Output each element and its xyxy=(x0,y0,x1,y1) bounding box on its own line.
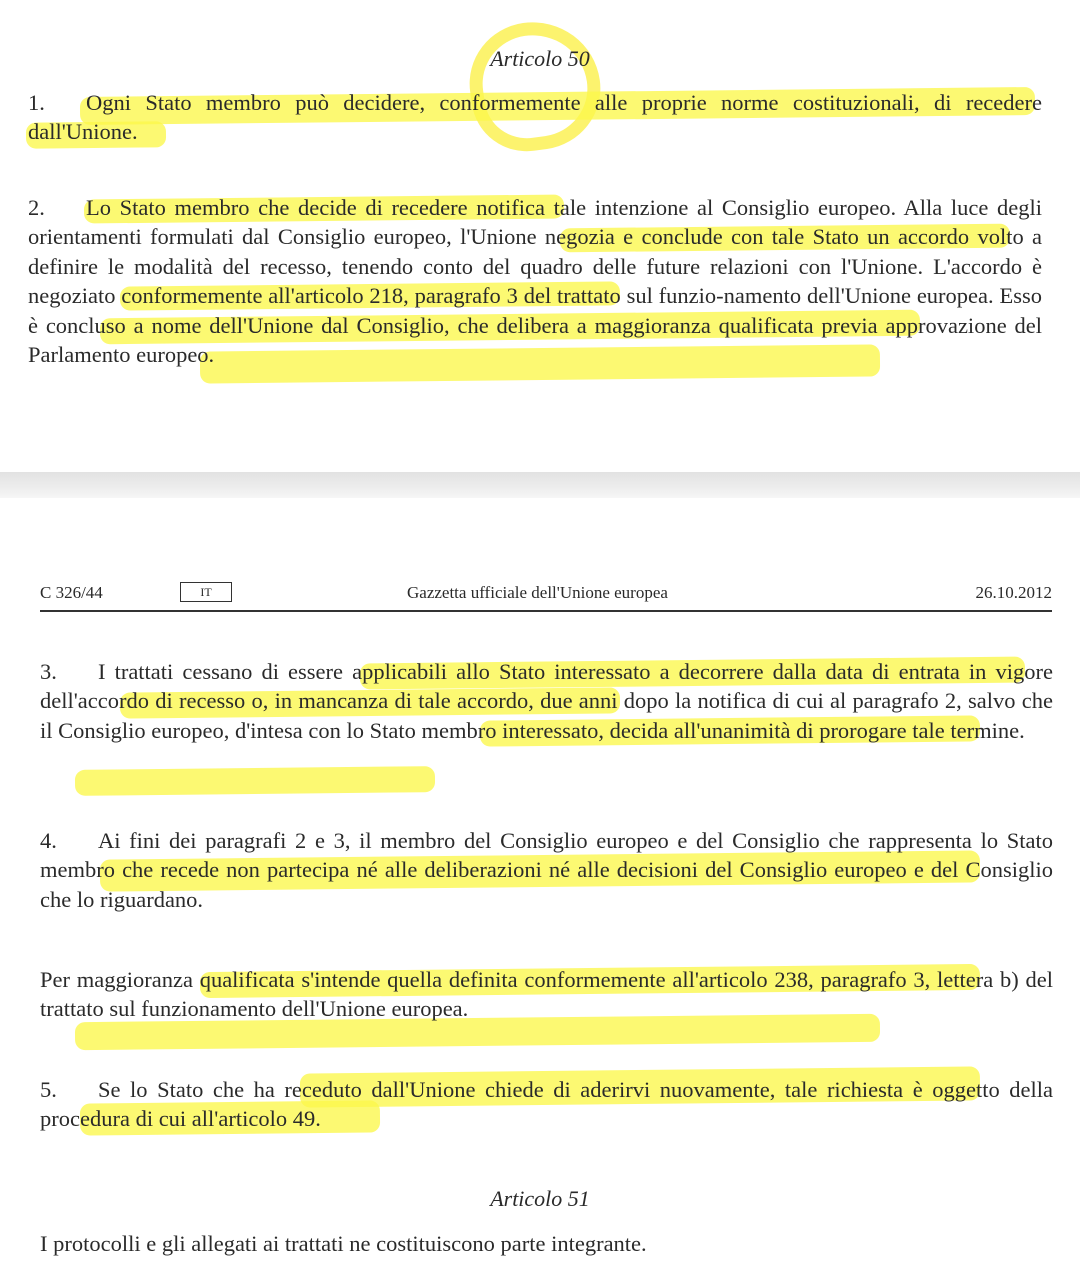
paragraph-3 xyxy=(40,657,1053,745)
paragraph-2-number: 2. xyxy=(28,195,45,220)
paragraph-4-number: 4. xyxy=(40,828,57,853)
paragraph-5 xyxy=(40,1075,1053,1134)
article-51-title: Articolo 51 xyxy=(490,1186,590,1211)
paragraph-4-text: Ai fini dei paragrafi 2 e 3, il membro del Consiglio europeo e del Consiglio che rappresenta lo Stato membro che recede non partecipa né alle deliberazioni né alle decisioni del Consiglio europeo e del Consiglio che lo riguardano. xyxy=(40,828,1053,912)
paragraph-5-text: Se lo Stato che ha receduto dall'Unione chiede di aderirvi nuovamente, tale richiesta è oggetto della procedura di cui all'articolo 49. xyxy=(40,1077,1053,1132)
paragraph-2-text: Lo Stato membro che decide di recedere notifica tale intenzione al Consiglio europeo. Alla luce degli orientamenti formulati dal Consiglio europeo, l'Unione negozia e conclude con tale Stato un accordo volto a definire le modalità del recesso, tenendo conto del quadro delle future relazioni con l'Unione. L'accordo è negoziato conformemente all'articolo 218, paragrafo 3 del trattato sul funzio-namento dell'Unione europea. Esso è concluso a nome dell'Unione dal Consiglio, che delibera a maggioranza qualificata previa approvazione del Parlamento europeo. xyxy=(28,195,1042,368)
highlight-mark xyxy=(75,766,435,796)
journal-publication-name: Gazzetta ufficiale dell'Unione europea xyxy=(407,583,668,602)
paragraph-3-text: I trattati cessano di essere applicabili allo Stato interessato a decorrere dalla data di entrata in vigore dell'accordo di recesso o, in mancanza di tale accordo, due anni dopo la notifica di cui al paragrafo 2, salvo che il Consiglio europeo, d'intesa con lo Stato membro interessato, decida all'unanimità di prorogare tale termine. xyxy=(40,659,1053,743)
paragraph-5-number: 5. xyxy=(40,1077,57,1102)
paragraph-3-number: 3. xyxy=(40,659,57,684)
page-divider xyxy=(0,472,1080,498)
journal-header xyxy=(40,580,1052,612)
paragraph-4 xyxy=(40,826,1053,914)
paragraph-1-number: 1. xyxy=(28,90,45,115)
paragraph-1 xyxy=(28,88,1042,147)
paragraph-2 xyxy=(28,193,1042,369)
article-50-title: Articolo 50 xyxy=(490,46,590,71)
paragraph-4-qualified-majority: Per maggioranza qualificata s'intende quella definita conformemente all'articolo 238, paragrafo 3, lettera b) del trattato sul funzionamento dell'Unione europea. xyxy=(40,967,1053,1022)
journal-date: 26.10.2012 xyxy=(975,583,1052,602)
paragraph-1-text: Ogni Stato membro può decidere, conformemente alle proprie norme costituzionali, di recedere dall'Unione. xyxy=(28,90,1042,145)
journal-reference: C 326/44 xyxy=(40,583,103,602)
language-badge: IT xyxy=(180,582,232,602)
article-51-text: I protocolli e gli allegati ai trattati ne costituiscono parte integrante. xyxy=(40,1231,647,1256)
